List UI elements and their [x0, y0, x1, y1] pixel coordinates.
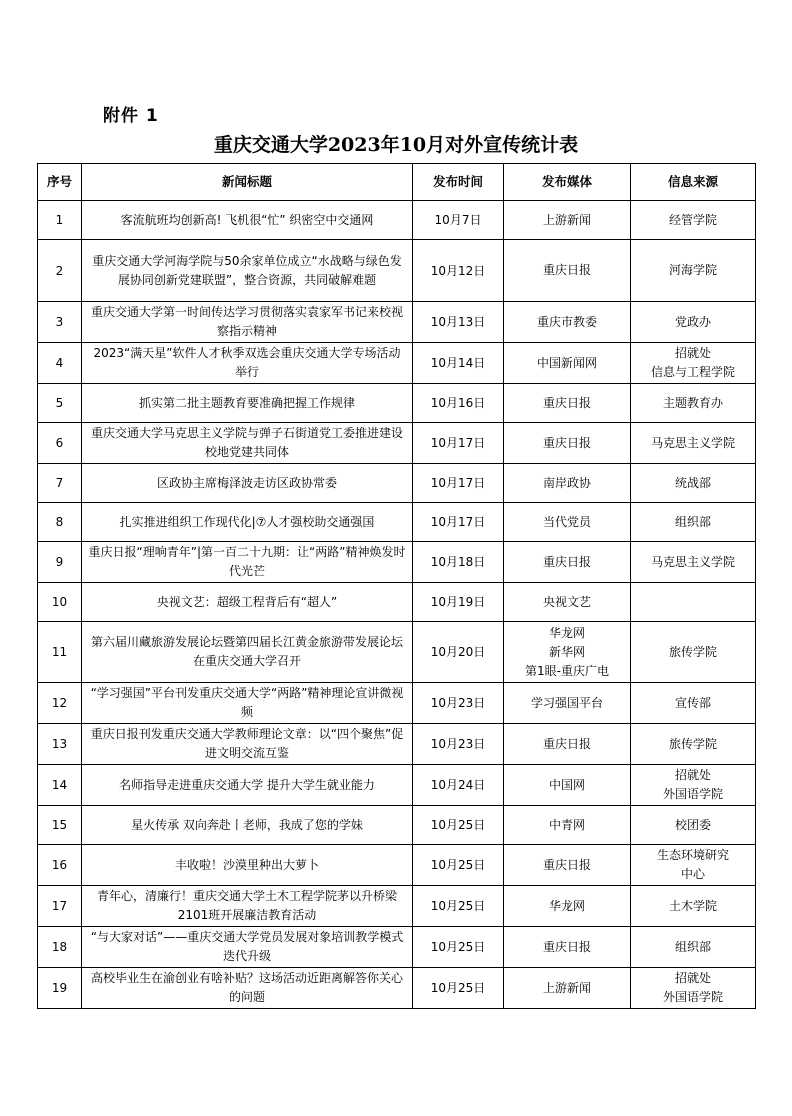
source-line: 招就处 — [674, 971, 711, 985]
row-number: 4 — [38, 343, 82, 384]
attachment-label: 附件 1 — [103, 106, 159, 126]
header-media: 发布媒体 — [504, 164, 631, 201]
info-source — [631, 622, 756, 683]
table-row — [38, 343, 756, 384]
media-line: 央视文艺 — [542, 594, 591, 609]
news-title: 丰收啦！沙漠里种出大萝卜 — [82, 845, 413, 886]
publish-date: 10月18日 — [413, 542, 504, 583]
source-line: 信息与工程学院 — [650, 365, 735, 379]
table-row — [38, 583, 756, 622]
publish-date: 10月25日 — [413, 806, 504, 845]
row-number: 12 — [38, 683, 82, 724]
publish-media — [504, 886, 631, 927]
table-row — [38, 201, 756, 240]
publish-media — [504, 724, 631, 765]
news-title: 重庆交通大学河海学院与50余家单位成立“水战略与绿色发展协同创新党建联盟”，整合资源，共同破解难题 — [82, 240, 413, 302]
publish-media — [504, 583, 631, 622]
media-line: 重庆日报 — [542, 395, 591, 410]
publish-media — [504, 927, 631, 968]
table-header-row — [38, 164, 756, 201]
publish-media — [504, 423, 631, 464]
publish-media — [504, 845, 631, 886]
publish-date: 10月24日 — [413, 765, 504, 806]
publish-media — [504, 503, 631, 542]
news-title: 扎实推进组织工作现代化|⑦人才强校助交通强国 — [82, 503, 413, 542]
publish-date: 10月25日 — [413, 968, 504, 1009]
media-line: 上游新闻 — [542, 980, 591, 995]
news-title: 青年心，清廉行！重庆交通大学土木工程学院茅以升桥梁2101班开展廉洁教育活动 — [82, 886, 413, 927]
news-title: 区政协主席梅泽波走访区政协常委 — [82, 464, 413, 503]
table-row — [38, 423, 756, 464]
source-line: 土木学院 — [668, 898, 717, 913]
info-source — [631, 886, 756, 927]
source-line: 校团委 — [674, 817, 711, 832]
publish-media — [504, 683, 631, 724]
table-row — [38, 765, 756, 806]
media-line: 当代党员 — [542, 514, 591, 529]
publish-media — [504, 464, 631, 503]
table-row — [38, 886, 756, 927]
info-source — [631, 201, 756, 240]
media-line: 新华网 — [548, 644, 585, 659]
info-source — [631, 503, 756, 542]
info-source — [631, 968, 756, 1009]
publish-date: 10月19日 — [413, 583, 504, 622]
news-title: 央视文艺：超级工程背后有“超人” — [82, 583, 413, 622]
table-row — [38, 806, 756, 845]
info-source — [631, 423, 756, 464]
source-line: 招就处 — [674, 346, 711, 360]
info-source — [631, 384, 756, 423]
news-title: “与大家对话”——重庆交通大学党员发展对象培训教学模式迭代升级 — [82, 927, 413, 968]
publish-date: 10月17日 — [413, 464, 504, 503]
row-number: 3 — [38, 302, 82, 343]
publish-date: 10月23日 — [413, 724, 504, 765]
source-line: 宣传部 — [674, 695, 711, 710]
info-source — [631, 464, 756, 503]
info-source — [631, 683, 756, 724]
news-title: 高校毕业生在渝创业有啥补贴？这场活动近距离解答你关心的问题 — [82, 968, 413, 1009]
publish-media — [504, 343, 631, 384]
media-line: 上游新闻 — [542, 212, 591, 227]
publish-media — [504, 968, 631, 1009]
table-row — [38, 384, 756, 423]
row-number: 15 — [38, 806, 82, 845]
row-number: 8 — [38, 503, 82, 542]
publish-date: 10月14日 — [413, 343, 504, 384]
header-source: 信息来源 — [631, 164, 756, 201]
news-title: 2023“满天星”软件人才秋季双选会重庆交通大学专场活动举行 — [82, 343, 413, 384]
source-line: 河海学院 — [668, 263, 717, 277]
table-row — [38, 845, 756, 886]
publish-date: 10月25日 — [413, 845, 504, 886]
news-title: 抓实第二批主题教育要准确把握工作规律 — [82, 384, 413, 423]
row-number: 1 — [38, 201, 82, 240]
source-line: 旅传学院 — [668, 644, 717, 659]
source-line: 外国语学院 — [662, 787, 723, 801]
publish-date: 10月12日 — [413, 240, 504, 302]
row-number: 11 — [38, 622, 82, 683]
header-no: 序号 — [38, 164, 82, 201]
media-line: 第1眼-重庆广电 — [525, 663, 609, 678]
media-line: 重庆日报 — [542, 435, 591, 450]
header-title: 新闻标题 — [82, 164, 413, 201]
table-row — [38, 542, 756, 583]
info-source — [631, 302, 756, 343]
source-line: 主题教育办 — [662, 395, 723, 410]
publish-date: 10月13日 — [413, 302, 504, 343]
publish-media — [504, 302, 631, 343]
table-row — [38, 302, 756, 343]
publish-date: 10月20日 — [413, 622, 504, 683]
header-date: 发布时间 — [413, 164, 504, 201]
publish-date: 10月17日 — [413, 503, 504, 542]
stats-table — [37, 163, 756, 1009]
table-row — [38, 503, 756, 542]
news-title: 名师指导走进重庆交通大学 提升大学生就业能力 — [82, 765, 413, 806]
media-line: 华龙网 — [548, 898, 585, 913]
info-source — [631, 240, 756, 302]
source-line: 经管学院 — [668, 212, 717, 227]
table-row — [38, 968, 756, 1009]
publish-date: 10月25日 — [413, 927, 504, 968]
row-number: 9 — [38, 542, 82, 583]
news-title: 重庆交通大学第一时间传达学习贯彻落实袁家军书记来校视察指示精神 — [82, 302, 413, 343]
info-source — [631, 724, 756, 765]
publish-date: 10月16日 — [413, 384, 504, 423]
publish-media — [504, 542, 631, 583]
media-line: 重庆日报 — [542, 554, 591, 569]
publish-media — [504, 806, 631, 845]
media-line: 学习强国平台 — [530, 695, 603, 710]
source-line: 党政办 — [674, 314, 711, 329]
table-row — [38, 622, 756, 683]
row-number: 17 — [38, 886, 82, 927]
row-number: 14 — [38, 765, 82, 806]
media-line: 华龙网 — [548, 625, 585, 640]
publish-date: 10月25日 — [413, 886, 504, 927]
media-line: 南岸政协 — [542, 475, 591, 490]
publish-date: 10月17日 — [413, 423, 504, 464]
news-title: “学习强国”平台刊发重庆交通大学“两路”精神理论宣讲微视频 — [82, 683, 413, 724]
source-line: 生态环境研究 — [656, 848, 729, 862]
media-line: 中国网 — [548, 777, 585, 792]
media-line: 中国新闻网 — [536, 355, 597, 370]
publish-date: 10月7日 — [413, 201, 504, 240]
row-number: 18 — [38, 927, 82, 968]
news-title: 重庆日报“理响青年”|第一百二十九期：让“两路”精神焕发时代光芒 — [82, 542, 413, 583]
publish-media — [504, 201, 631, 240]
table-row — [38, 464, 756, 503]
source-line: 中心 — [680, 867, 705, 881]
table-row — [38, 927, 756, 968]
source-line: 招就处 — [674, 768, 711, 782]
source-line: 统战部 — [674, 475, 711, 490]
news-title: 客流航班均创新高! 飞机很“忙” 织密空中交通网 — [82, 201, 413, 240]
row-number: 6 — [38, 423, 82, 464]
info-source — [631, 765, 756, 806]
media-line: 中青网 — [548, 817, 585, 832]
media-line: 重庆市教委 — [536, 314, 597, 329]
info-source — [631, 845, 756, 886]
table-row — [38, 683, 756, 724]
row-number: 16 — [38, 845, 82, 886]
source-line: 马克思主义学院 — [650, 435, 735, 450]
info-source — [631, 343, 756, 384]
source-line: 马克思主义学院 — [650, 554, 735, 569]
table-row — [38, 724, 756, 765]
info-source — [631, 542, 756, 583]
media-line: 重庆日报 — [542, 857, 591, 872]
publish-media — [504, 622, 631, 683]
media-line: 重庆日报 — [542, 736, 591, 751]
info-source — [631, 806, 756, 845]
media-line: 重庆日报 — [542, 263, 591, 277]
publish-date: 10月23日 — [413, 683, 504, 724]
row-number: 7 — [38, 464, 82, 503]
news-title: 第六届川藏旅游发展论坛暨第四届长江黄金旅游带发展论坛在重庆交通大学召开 — [82, 622, 413, 683]
source-line: 组织部 — [674, 514, 711, 529]
media-line: 重庆日报 — [542, 939, 591, 954]
row-number: 19 — [38, 968, 82, 1009]
info-source — [631, 583, 756, 622]
publish-media — [504, 384, 631, 423]
source-line: 外国语学院 — [662, 990, 723, 1004]
source-line: 旅传学院 — [668, 736, 717, 751]
document-title: 重庆交通大学2023年10月对外宣传统计表 — [213, 134, 579, 156]
row-number: 13 — [38, 724, 82, 765]
table-row — [38, 240, 756, 302]
row-number: 5 — [38, 384, 82, 423]
news-title: 重庆日报刊发重庆交通大学教师理论文章：以“四个聚焦”促进文明交流互鉴 — [82, 724, 413, 765]
source-line: 组织部 — [674, 939, 711, 954]
row-number: 10 — [38, 583, 82, 622]
publish-media — [504, 765, 631, 806]
news-title: 重庆交通大学马克思主义学院与弹子石街道党工委推进建设校地党建共同体 — [82, 423, 413, 464]
row-number: 2 — [38, 240, 82, 302]
news-title: 星火传承 双向奔赴丨老师，我成了您的学妹 — [82, 806, 413, 845]
info-source — [631, 927, 756, 968]
publish-media — [504, 240, 631, 302]
